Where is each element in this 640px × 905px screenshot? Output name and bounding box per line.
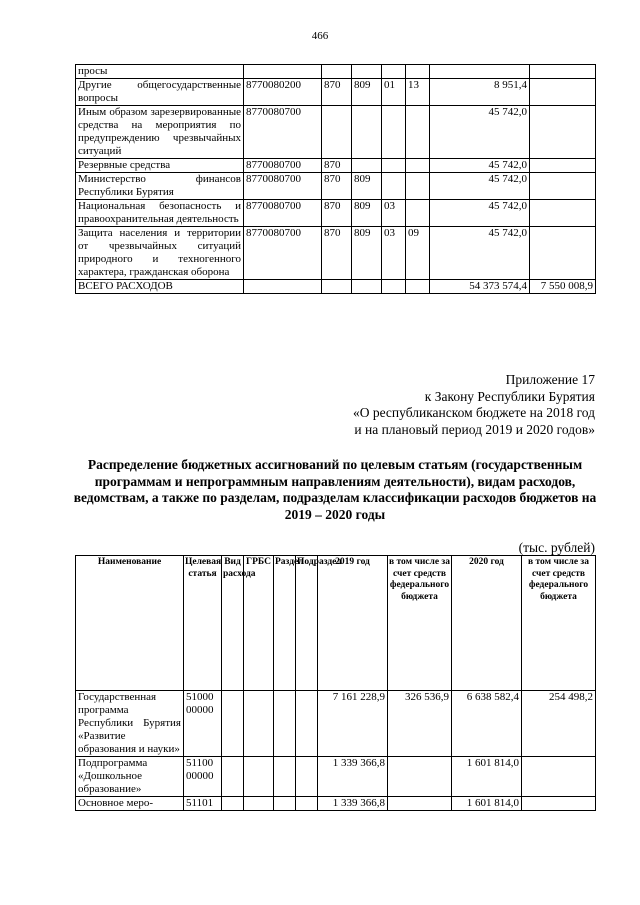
cell-y2020 xyxy=(530,159,596,173)
cell-pr xyxy=(406,65,430,79)
cell-code: 8770080700 xyxy=(244,106,322,159)
table-row xyxy=(76,200,596,227)
cell-y2019: 45 742,0 xyxy=(430,227,530,280)
cell-y2019: 1 339 366,8 xyxy=(318,797,388,811)
cell-code: 51100 00000 xyxy=(184,757,222,797)
appendix-line: «О республиканском бюджете на 2018 год xyxy=(352,405,595,420)
cell-y2020 xyxy=(530,65,596,79)
header-fed2020: в том числе за счет средств федерального бюджета xyxy=(522,556,596,691)
cell-name: Национальная безопасность и правоохранительная деятельность xyxy=(76,200,244,227)
cell-code xyxy=(244,280,322,294)
table-row xyxy=(76,106,596,159)
cell-grbs: 809 xyxy=(352,79,382,106)
cell-vr xyxy=(222,797,244,811)
cell-y2019: 8 951,4 xyxy=(430,79,530,106)
table-row xyxy=(76,159,596,173)
cell-rz xyxy=(382,173,406,200)
page-number: 466 xyxy=(311,30,329,42)
cell-pr xyxy=(406,200,430,227)
cell-rz xyxy=(382,106,406,159)
budget-table xyxy=(75,555,596,811)
cell-rz xyxy=(274,757,296,797)
cell-y2019: 45 742,0 xyxy=(430,159,530,173)
cell-rz xyxy=(382,65,406,79)
cell-code: 8770080700 xyxy=(244,173,322,200)
cell-y2019: 1 339 366,8 xyxy=(318,757,388,797)
appendix-caption xyxy=(255,372,595,438)
table-row xyxy=(76,65,596,79)
header-code: Целевая статья xyxy=(184,556,222,691)
budget-table-continuation xyxy=(75,64,596,294)
cell-vr: 870 xyxy=(322,159,352,173)
cell-rz xyxy=(274,691,296,757)
cell-pr xyxy=(406,173,430,200)
cell-pr xyxy=(406,106,430,159)
cell-fed2020: 254 498,2 xyxy=(522,691,596,757)
cell-y2019: 7 161 228,9 xyxy=(318,691,388,757)
appendix-line: и на плановый период 2019 и 2020 годов» xyxy=(354,421,595,437)
header-name: Наименование xyxy=(76,556,184,691)
cell-y2020 xyxy=(530,173,596,200)
cell-y2019: 45 742,0 xyxy=(430,173,530,200)
cell-y2020 xyxy=(530,227,596,280)
cell-pr xyxy=(296,757,318,797)
cell-y2020 xyxy=(530,106,596,159)
cell-code: 8770080700 xyxy=(244,200,322,227)
units-label: (тыс. рублей) xyxy=(518,540,595,555)
table-row xyxy=(76,757,596,797)
cell-fed2019 xyxy=(388,797,452,811)
cell-code: 51101 xyxy=(184,797,222,811)
cell-name: Министерство финансов Республики Бурятия xyxy=(76,173,244,200)
cell-name: Резервные средства xyxy=(76,159,244,173)
table-row xyxy=(76,79,596,106)
cell-y2019: 45 742,0 xyxy=(430,106,530,159)
cell-y2019 xyxy=(430,65,530,79)
cell-fed2020 xyxy=(522,797,596,811)
cell-pr: 09 xyxy=(406,227,430,280)
table-row xyxy=(76,173,596,200)
cell-name: Государственная программа Республики Бурятия «Развитие образования и науки» xyxy=(76,691,184,757)
cell-rz: 01 xyxy=(382,79,406,106)
cell-grbs xyxy=(244,691,274,757)
cell-name: Подпрограмма «Дошкольное образование» xyxy=(76,757,184,797)
cell-y2020: 1 601 814,0 xyxy=(452,797,522,811)
cell-pr xyxy=(406,280,430,294)
table-row xyxy=(76,280,596,294)
header-y2020: 2020 год xyxy=(452,556,522,691)
cell-fed2019: 326 536,9 xyxy=(388,691,452,757)
cell-y2019: 54 373 574,4 xyxy=(430,280,530,294)
cell-code: 8770080700 xyxy=(244,227,322,280)
cell-fed2019 xyxy=(388,757,452,797)
cell-pr xyxy=(296,797,318,811)
cell-name: Основное меро- xyxy=(76,797,184,811)
appendix-line: Приложение 17 xyxy=(505,372,595,387)
cell-code xyxy=(244,65,322,79)
cell-grbs xyxy=(352,280,382,294)
cell-rz xyxy=(274,797,296,811)
cell-grbs xyxy=(352,65,382,79)
cell-y2020: 7 550 008,9 xyxy=(530,280,596,294)
cell-rz: 03 xyxy=(382,200,406,227)
cell-rz xyxy=(382,280,406,294)
cell-vr xyxy=(222,691,244,757)
cell-name: Другие общегосударственные вопросы xyxy=(76,79,244,106)
header-grbs: ГРБС xyxy=(244,556,274,691)
cell-vr: 870 xyxy=(322,200,352,227)
document-title: Распределение бюджетных ассигнований по целевым статьям (государственным программам и непрограммным направлениям деятельности), видам расходов, ведомствам, а также по разделам, подразделам классификации расходов бюджетов на 2019 – 2020 годы xyxy=(73,457,597,522)
cell-grbs xyxy=(352,106,382,159)
cell-grbs: 809 xyxy=(352,173,382,200)
cell-y2020: 6 638 582,4 xyxy=(452,691,522,757)
cell-y2020 xyxy=(530,79,596,106)
header-fed2019: в том числе за счет средств федерального бюджета xyxy=(388,556,452,691)
table-header-row xyxy=(76,556,596,691)
cell-code: 8770080700 xyxy=(244,159,322,173)
cell-vr: 870 xyxy=(322,173,352,200)
header-y2019: 2019 год xyxy=(318,556,388,691)
appendix-line: к Закону Республики Бурятия xyxy=(424,388,595,404)
table-row xyxy=(76,227,596,280)
cell-name: Иным образом зарезервированные средства на мероприятия по предупреждению чрезвычайных ситуаций xyxy=(76,106,244,159)
cell-vr xyxy=(322,65,352,79)
cell-name: ВСЕГО РАСХОДОВ xyxy=(76,280,244,294)
cell-vr xyxy=(322,106,352,159)
cell-grbs xyxy=(244,797,274,811)
cell-grbs: 809 xyxy=(352,227,382,280)
cell-code: 8770080200 xyxy=(244,79,322,106)
table-row xyxy=(76,691,596,757)
cell-grbs: 809 xyxy=(352,200,382,227)
cell-rz: 03 xyxy=(382,227,406,280)
cell-vr: 870 xyxy=(322,227,352,280)
cell-pr: 13 xyxy=(406,79,430,106)
cell-vr: 870 xyxy=(322,79,352,106)
header-rz: Раздел xyxy=(274,556,296,691)
cell-rz xyxy=(382,159,406,173)
header-pr: Подраздел xyxy=(296,556,318,691)
cell-vr xyxy=(222,757,244,797)
cell-vr xyxy=(322,280,352,294)
cell-name: просы xyxy=(76,65,244,79)
cell-fed2020 xyxy=(522,757,596,797)
cell-grbs xyxy=(244,757,274,797)
cell-y2020: 1 601 814,0 xyxy=(452,757,522,797)
cell-grbs xyxy=(352,159,382,173)
cell-y2020 xyxy=(530,200,596,227)
cell-name: Защита населения и территории от чрезвычайных ситуаций природного и техногенного характера, гражданская оборона xyxy=(76,227,244,280)
cell-y2019: 45 742,0 xyxy=(430,200,530,227)
cell-pr xyxy=(296,691,318,757)
header-vr: Вид расхода xyxy=(222,556,244,691)
table-row xyxy=(76,797,596,811)
cell-pr xyxy=(406,159,430,173)
cell-code: 51000 00000 xyxy=(184,691,222,757)
